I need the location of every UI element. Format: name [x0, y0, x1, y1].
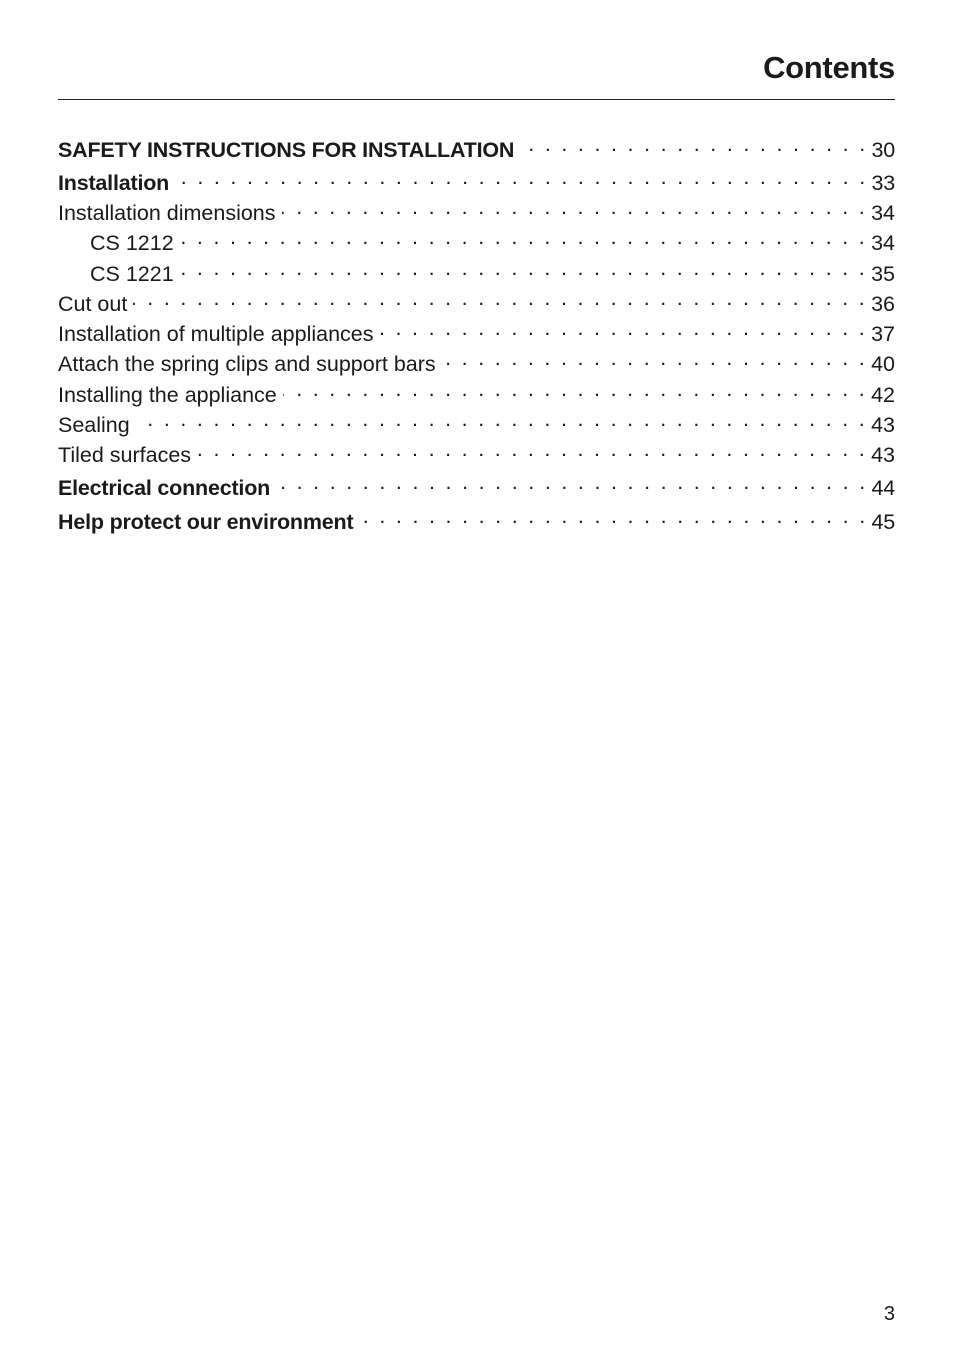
toc-entry-page: 34 [871, 201, 895, 225]
toc-entry-tiled-surfaces[interactable] [58, 436, 895, 468]
toc-entry-label: Installation [58, 171, 170, 195]
toc-entry-sealing[interactable] [58, 406, 895, 438]
toc-dot-leader [180, 255, 867, 281]
toc-entry-label: Tiled surfaces [58, 443, 192, 467]
page-title: Contents [763, 50, 895, 85]
toc-dot-leader [180, 224, 867, 250]
toc-entry-electrical-connection[interactable] [58, 469, 895, 501]
toc-entry-page: 36 [871, 292, 895, 316]
toc-dot-leader [136, 406, 867, 432]
toc-entry-installation-dimensions[interactable] [58, 194, 895, 226]
page-number: 3 [883, 1303, 895, 1325]
toc-entry-safety-instructions[interactable] [58, 131, 895, 163]
toc-entry-label: Help protect our environment [58, 510, 354, 534]
toc-dot-leader [276, 469, 867, 495]
toc-dot-leader [282, 194, 868, 220]
toc-entry-page: 43 [871, 413, 895, 437]
toc-entry-environment[interactable] [58, 503, 895, 535]
toc-entry-cs-1221[interactable] [58, 255, 895, 287]
toc-entry-label: Cut out [58, 292, 128, 316]
toc-entry-label: Installing the appliance [58, 383, 277, 407]
toc-entry-cut-out[interactable] [58, 285, 895, 317]
toc-entry-page: 33 [871, 171, 895, 195]
toc-entry-label: CS 1212 [90, 231, 174, 255]
toc-entry-page: 44 [871, 476, 895, 500]
toc-entry-page: 43 [871, 443, 895, 467]
toc-entry-label: Installation dimensions [58, 201, 276, 225]
toc-dot-leader [520, 131, 867, 157]
toc-entry-page: 37 [871, 322, 895, 346]
toc-dot-leader [133, 285, 867, 311]
toc-entry-multiple-appliances[interactable] [58, 315, 895, 347]
title-divider [58, 99, 895, 100]
toc-entry-page: 34 [871, 231, 895, 255]
toc-dot-leader [175, 164, 867, 190]
toc-entry-installing-appliance[interactable] [58, 376, 895, 408]
toc-entry-page: 42 [871, 383, 895, 407]
toc-dot-leader [380, 315, 868, 341]
toc-entry-label: CS 1221 [90, 262, 174, 286]
toc-entry-label: Electrical connection [58, 476, 271, 500]
toc-dot-leader [197, 436, 867, 462]
toc-entry-label: Installation of multiple appliances [58, 322, 374, 346]
toc-dot-leader [359, 503, 867, 529]
toc-entry-label: Attach the spring clips and support bars [58, 352, 436, 376]
toc-dot-leader [442, 345, 867, 371]
toc-entry-page: 30 [871, 138, 895, 162]
toc-entry-label: Sealing [58, 413, 130, 437]
toc-entry-page: 45 [871, 510, 895, 534]
toc-entry-installation[interactable] [58, 164, 895, 196]
toc-entry-page: 40 [871, 352, 895, 376]
toc-entry-spring-clips[interactable] [58, 345, 895, 377]
toc-entry-page: 35 [871, 262, 895, 286]
toc-entry-label: SAFETY INSTRUCTIONS FOR INSTALLATION [58, 138, 515, 162]
toc-entry-cs-1212[interactable] [58, 224, 895, 256]
toc-dot-leader [283, 376, 867, 402]
